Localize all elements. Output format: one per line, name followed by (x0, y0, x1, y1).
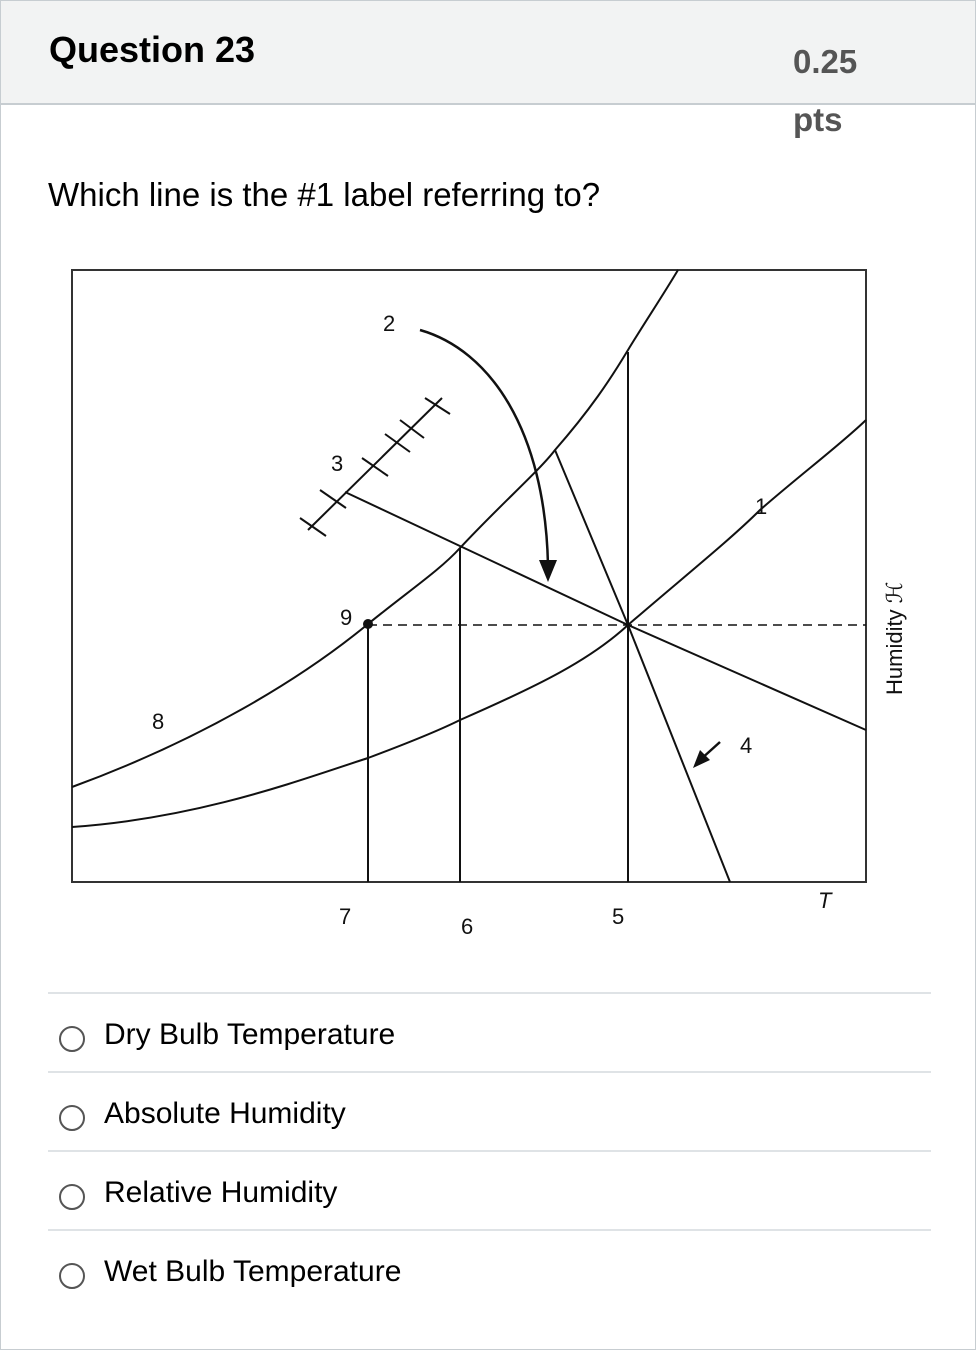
tick-scale (300, 398, 450, 536)
option-label: Wet Bulb Temperature (104, 1255, 402, 1288)
adiabatic-line (345, 492, 866, 730)
radio-button[interactable] (59, 1263, 85, 1289)
radio-button[interactable] (59, 1184, 85, 1210)
answer-option[interactable] (48, 992, 931, 1072)
label-8: 8 (152, 709, 165, 734)
radio-button[interactable] (59, 1026, 85, 1052)
option-label: Dry Bulb Temperature (104, 1018, 396, 1051)
label-t: T (818, 888, 832, 913)
label-7: 7 (339, 904, 352, 929)
question-prompt: Which line is the #1 label referring to? (48, 176, 601, 213)
label-4: 4 (740, 733, 753, 758)
answer-option[interactable] (48, 1229, 931, 1309)
option-label: Relative Humidity (104, 1176, 338, 1209)
y-axis-label: Humidity ℋ (882, 581, 907, 695)
point-9 (363, 619, 373, 629)
arrow-2 (420, 330, 548, 565)
diagram-frame (72, 270, 866, 882)
label-3: 3 (331, 451, 344, 476)
wet-bulb-line (555, 450, 730, 882)
answer-option[interactable] (48, 1150, 931, 1230)
humidity-curve-1 (72, 420, 866, 827)
arrow-2-head (539, 560, 557, 582)
label-1: 1 (755, 494, 768, 519)
label-9: 9 (340, 605, 353, 630)
answer-option[interactable] (48, 1071, 931, 1151)
label-2: 2 (383, 311, 396, 336)
label-5: 5 (612, 904, 625, 929)
question-points: 0.25 pts (793, 43, 858, 138)
radio-button[interactable] (59, 1105, 85, 1131)
option-label: Absolute Humidity (104, 1097, 346, 1130)
label-6: 6 (461, 914, 474, 939)
question-title: Question 23 (49, 29, 256, 70)
